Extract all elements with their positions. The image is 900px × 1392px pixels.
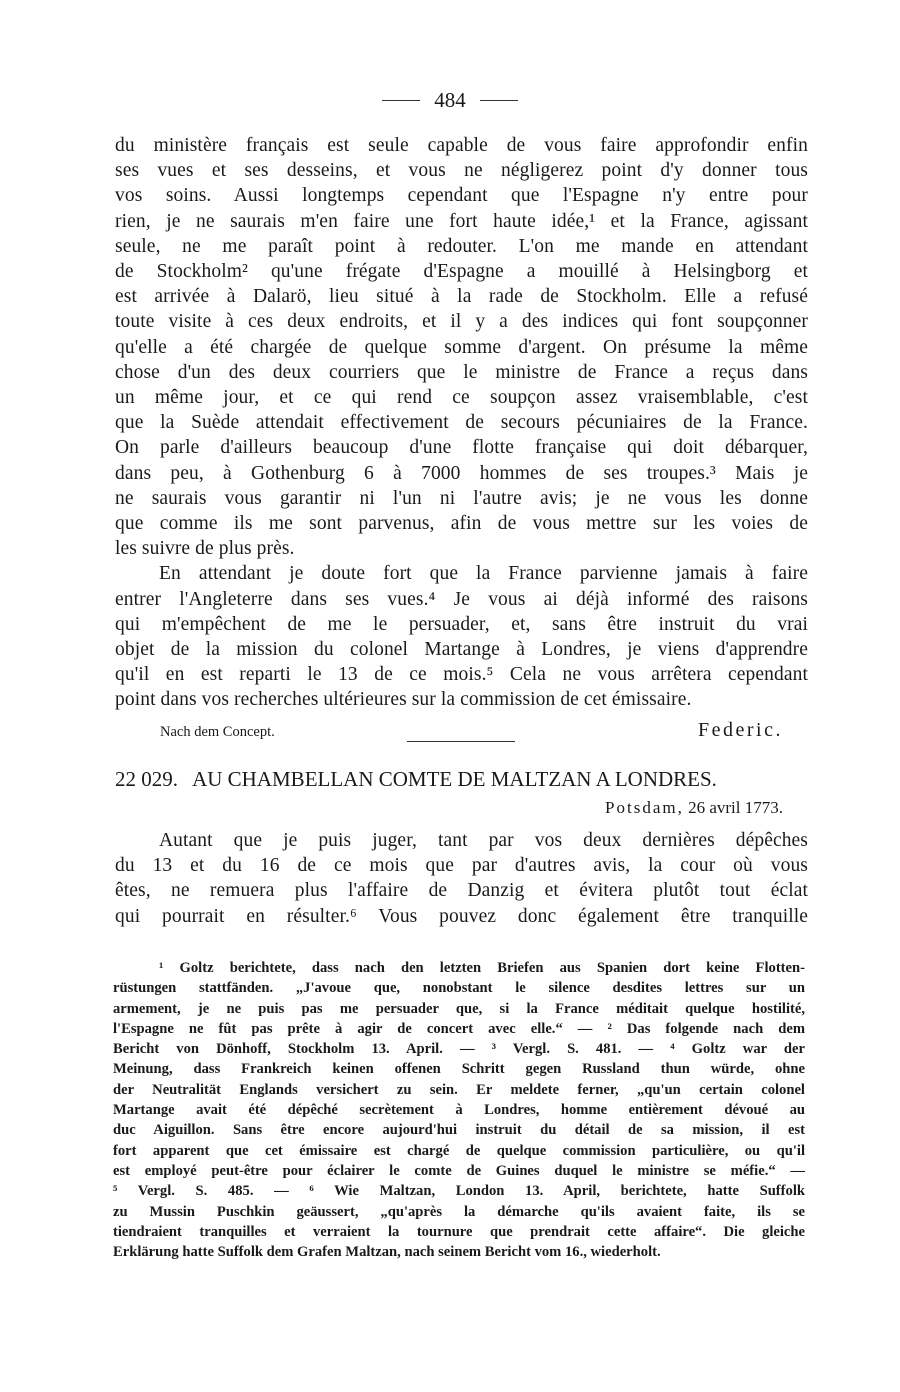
dateline-date: 26 avril 1773.	[688, 798, 783, 817]
letter-1-line: chose d'un des deux courriers que le ministre de France a reçus dans	[115, 361, 808, 383]
footnote-line: Erklärung hatte Suffolk dem Grafen Maltzan, nach seinem Bericht vom 16., wiederholt.	[113, 1244, 661, 1261]
letter-1-line: objet de la mission du colonel Martange à Londres, je viens d'apprendre	[115, 639, 808, 661]
letter-1-line: seule, ne me paraît point à redouter. L'on me mande en attendant	[115, 235, 808, 257]
signature: Federic.	[698, 719, 783, 741]
letter-1-line: rien, je ne saurais m'en faire une fort haute idée,¹ et la France, agissant	[115, 210, 808, 232]
letter-2-line: qui pourrait en résulter.⁶ Vous pouvez donc également être tranquille	[115, 905, 808, 927]
letter-1-line: les suivre de plus près.	[115, 538, 295, 560]
footnote-line: ¹ Goltz berichtete, dass nach den letzten Briefen aus Spanien dort keine Flotten-	[159, 960, 805, 976]
footnote-line: tiendraient tranquilles et verraient la tournure que prendrait cette affaire“. Die gleiche	[113, 1223, 805, 1240]
letter-1-line: de Stockholm² qu'une frégate d'Espagne a mouillé à Helsingborg et	[115, 261, 808, 283]
footnote-line: duc Aiguillon. Sans être encore aujourd'hui instruit du détail de sa mission, il est	[113, 1122, 805, 1139]
page-number-rule-left	[382, 100, 420, 101]
footnote-line: Bericht von Dönhoff, Stockholm 13. April. — ³ Vergl. S. 481. — ⁴ Goltz war der	[113, 1041, 805, 1058]
letter-1-line: que comme ils me sont parvenus, afin de vous mettre sur les voies de	[115, 513, 808, 535]
letter-1-line: On parle d'ailleurs beaucoup d'une flotte française qui doit débarquer,	[115, 437, 808, 459]
footnote-line: der Neutralität Englands versichert zu sein. Er meldete ferner, „qu'un certain colonel	[113, 1081, 805, 1098]
footnote-line: rüstungen stattfänden. „J'avoue que, nonobstant le silence desdites lettres sur un	[113, 980, 805, 997]
footnote-line: l'Espagne ne fût pas prête à agir de concert avec elle.“ — ² Das folgende nach dem	[113, 1020, 805, 1037]
page-number	[0, 88, 900, 113]
letter-1-line: vos soins. Aussi longtemps cependant que l'Espagne n'y entre pour	[115, 185, 808, 207]
letter-2-body	[115, 828, 808, 929]
letter-1-line: qu'il en est reparti le 13 de ce mois.⁵ Cela ne vous arrêtera cependant	[115, 664, 808, 686]
footnote-line: Meinung, dass Frankreich keinen offenen Schritt gegen Russland thun würde, ohne	[113, 1061, 805, 1078]
letter-1-line: En attendant je doute fort que la France parvienne jamais à faire	[159, 563, 808, 585]
letter-2-line: du 13 et du 16 de ce mois que par d'autres avis, la cour où vous	[115, 855, 808, 877]
section-divider	[407, 741, 515, 742]
letter-2-line: Autant que je puis juger, tant par vos deux dernières dépêches	[159, 830, 808, 851]
letter-1-body	[115, 133, 808, 713]
letter-2-line: êtes, ne remuera plus l'affaire de Danzig et évitera plutôt tout éclat	[115, 880, 808, 902]
source-note: Nach dem Concept.	[160, 724, 275, 740]
letter-title: AU CHAMBELLAN COMTE DE MALTZAN A LONDRES.	[192, 767, 717, 791]
letter-1-line: ne saurais vous garantir ni l'un ni l'autre avis; je ne vous les donne	[115, 487, 808, 509]
letter-1-line: ses vues et ses desseins, et vous ne négligerez point d'y donner tous	[115, 160, 808, 182]
footnote-line: fort apparent que cet émissaire est chargé de quelque commission particulière, ou qu'il	[113, 1142, 805, 1159]
letter-1-line: qu'elle a été chargée de quelque somme d'argent. On présume la même	[115, 336, 808, 358]
footnotes	[113, 958, 805, 1262]
letter-1-line: un même jour, et ce qui rend ce soupçon assez vraisemblable, c'est	[115, 387, 808, 409]
footnote-line: zu Mussin Puschkin geäussert, „qu'après la démarche qu'ils avaient faite, ils se	[113, 1203, 805, 1220]
footnote-line: armement, je ne puis pas me persuader que, si la France méditait quelque hostilité,	[113, 1000, 805, 1017]
letter-1-line: qui m'empêchent de me le persuader, et, sans être instruit du vrai	[115, 613, 808, 635]
dateline	[605, 798, 783, 818]
letter-1-line: entrer l'Angleterre dans ses vues.⁴ Je vous ai déjà informé des raisons	[115, 588, 808, 610]
footnote-line: Martange avait été dépêché secrètement à Londres, homme entièrement dévoué au	[113, 1102, 805, 1119]
page-number-text: 484	[434, 88, 466, 112]
dateline-place: Potsdam,	[605, 798, 684, 817]
letter-1-line: du ministère français est seule capable de vous faire approfondir enfin	[115, 135, 808, 156]
footnote-line: ⁵ Vergl. S. 485. — ⁶ Wie Maltzan, London 13. April, berichtete, hatte Suffolk	[113, 1183, 805, 1200]
letter-1-line: est arrivée à Dalarö, lieu situé à la rade de Stockholm. Elle a refusé	[115, 286, 808, 308]
letter-1-line: que la Suède attendait effectivement de secours pécuniaires de la France.	[115, 412, 808, 434]
letter-1-line: toute visite à ces deux endroits, et il y a des indices qui font soupçonner	[115, 311, 808, 333]
letter-1-closing	[160, 719, 783, 742]
footnote-line: est employé peut-être pour éclairer le comte de Guines duquel le ministre se méfie.“ —	[113, 1162, 805, 1179]
letter-1-line: dans peu, à Gothenburg 6 à 7000 hommes de ses troupes.³ Mais je	[115, 462, 808, 484]
letter-1-line: point dans vos recherches ultérieures sur la commission de cet émissaire.	[115, 689, 692, 711]
page-number-rule-right	[480, 100, 518, 101]
letter-2-heading	[115, 767, 808, 792]
letter-number: 22 029.	[115, 767, 178, 791]
